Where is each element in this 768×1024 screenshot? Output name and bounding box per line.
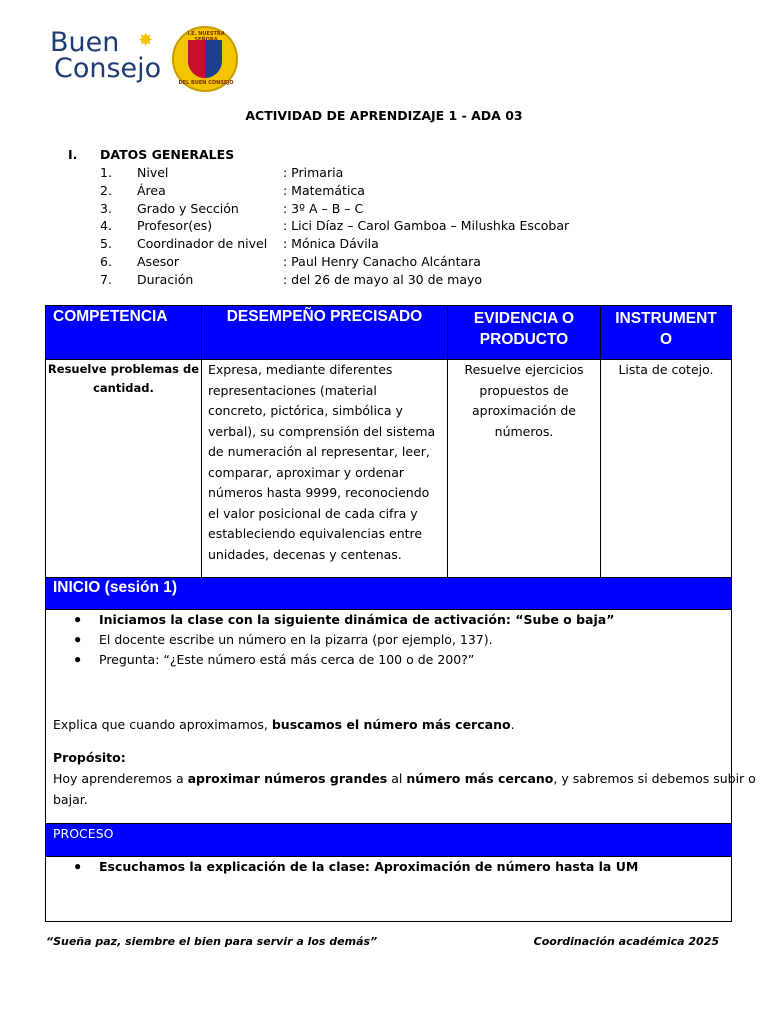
- bullet-icon: ●: [74, 859, 82, 873]
- desempeno-line: Expresa, mediante diferentes: [208, 362, 393, 377]
- shield-icon: [188, 40, 222, 78]
- inicio-heading: INICIO (sesión 1): [53, 579, 178, 596]
- inicio-bullet: El docente escribe un número en la pizarra (por ejemplo, 137).: [99, 632, 493, 647]
- evidencia-line: números.: [494, 423, 554, 439]
- row-label: Coordinador de nivel: [137, 236, 268, 251]
- row-label: Asesor: [137, 254, 180, 269]
- header-desempeno-label: DESEMPEÑO PRECISADO: [226, 308, 423, 325]
- inicio-bullet: Iniciamos la clase con la siguiente dinámica de activación: “Sube o baja”: [99, 612, 615, 627]
- proposito-bold: número más cercano: [406, 771, 554, 786]
- seal-text-top: I.E. NUESTRA: [187, 31, 225, 37]
- row-label: Grado y Sección: [137, 201, 239, 216]
- row-label: Duración: [137, 272, 194, 287]
- instrumento-value: Lista de cotejo.: [618, 362, 714, 377]
- logo-brand-bottom: Consejo: [54, 53, 162, 84]
- header-instrumento-line2: O: [659, 331, 673, 348]
- header-desempeno: [202, 306, 447, 359]
- proposito-bold: aproximar números grandes: [187, 771, 388, 786]
- proceso-bullet: Escuchamos la explicación de la clase: Aproximación de número hasta la UM: [99, 859, 639, 874]
- desempeno-line: números hasta 9999, reconociendo: [208, 485, 430, 500]
- desempeno-line: representaciones (material: [208, 382, 377, 398]
- row-number: 6.: [100, 254, 112, 269]
- competencia-cell: [46, 360, 201, 398]
- row-value: : del 26 de mayo al 30 de mayo: [283, 272, 483, 287]
- footer-coordination: Coordinación académica 2025: [533, 935, 719, 948]
- explica-end: .: [510, 717, 515, 732]
- header-competencia: [46, 306, 201, 359]
- inicio-header: [46, 577, 731, 610]
- proceso-heading: PROCESO: [53, 826, 114, 841]
- bullet-icon: ●: [74, 652, 82, 666]
- instrumento-cell: [601, 360, 731, 381]
- proposito-text: , y sabremos si debemos subir o: [553, 771, 756, 786]
- desempeno-line: el valor posicional de cada cifra y: [208, 505, 418, 521]
- activity-table: [45, 305, 756, 922]
- row-value: : Mónica Dávila: [283, 236, 379, 251]
- school-logo: [46, 28, 246, 92]
- desempeno-cell: [208, 360, 444, 565]
- row-label: Área: [137, 183, 166, 198]
- explica-text: Explica que cuando aproximamos,: [53, 717, 272, 732]
- header-instrumento-line1: INSTRUMENT: [615, 310, 717, 327]
- row-value: : Primaria: [283, 165, 344, 180]
- row-number: 4.: [100, 218, 112, 233]
- explica-paragraph: [53, 715, 515, 736]
- section-numeral: I.: [68, 147, 78, 162]
- row-label: Profesor(es): [137, 218, 213, 233]
- bullet-icon: ●: [74, 632, 82, 646]
- row-number: 2.: [100, 183, 112, 198]
- evidencia-line: aproximación de: [472, 403, 576, 418]
- footer-motto: “Sueña paz, siembre el bien para servir a los demás”: [46, 935, 378, 948]
- row-value: : Lici Díaz – Carol Gamboa – Milushka Escobar: [283, 218, 570, 233]
- school-seal: [172, 26, 238, 92]
- proposito-text: al: [387, 771, 407, 786]
- logo-brand-top: Buen: [50, 27, 120, 58]
- section-heading: DATOS GENERALES: [100, 147, 235, 162]
- proposito-text: Hoy aprenderemos a: [53, 771, 188, 786]
- row-value: : 3º A – B – C: [283, 201, 364, 216]
- competencia-line2: cantidad.: [93, 381, 154, 395]
- proposito-paragraph: [53, 769, 756, 790]
- desempeno-line: concreto, pictórica, simbólica y: [208, 403, 403, 418]
- row-value: : Matemática: [283, 183, 365, 198]
- document-title: ACTIVIDAD DE APRENDIZAJE 1 - ADA 03: [245, 108, 523, 123]
- desempeno-line: verbal), su comprensión del sistema: [208, 423, 436, 439]
- proposito-paragraph-end: bajar.: [53, 792, 88, 807]
- row-number: 3.: [100, 201, 112, 216]
- seal-text-bottom: DEL BUEN CONSEJO: [178, 80, 234, 86]
- desempeno-line: estableciendo equivalencias entre: [208, 526, 423, 541]
- desempeno-line: comparar, aproximar y ordenar: [208, 464, 405, 480]
- explica-bold: buscamos el número más cercano: [271, 717, 511, 732]
- row-number: 7.: [100, 272, 112, 287]
- desempeno-line: unidades, decenas y centenas.: [208, 546, 402, 562]
- header-evidencia-line1: EVIDENCIA O: [473, 310, 575, 327]
- star-icon: ✸: [138, 30, 154, 50]
- competencia-line1: Resuelve problemas de: [47, 362, 200, 376]
- proceso-header: [46, 823, 731, 857]
- row-value: : Paul Henry Canacho Alcántara: [283, 254, 481, 269]
- row-number: 1.: [100, 165, 112, 180]
- proposito-label: Propósito:: [53, 750, 126, 765]
- evidencia-line: propuestos de: [479, 382, 569, 398]
- header-evidencia-line2: PRODUCTO: [479, 331, 569, 348]
- evidencia-cell: [448, 360, 600, 442]
- row-number: 5.: [100, 236, 112, 251]
- desempeno-line: de numeración al representar, leer,: [208, 444, 430, 459]
- header-evidencia: [448, 306, 600, 359]
- evidencia-line: Resuelve ejercicios: [464, 362, 584, 377]
- header-competencia-label: COMPETENCIA: [53, 308, 168, 325]
- bullet-icon: ●: [74, 612, 82, 626]
- row-label: Nivel: [137, 165, 169, 180]
- inicio-bullet: Pregunta: “¿Este número está más cerca de 100 o de 200?”: [99, 652, 475, 667]
- header-instrumento: [601, 306, 731, 359]
